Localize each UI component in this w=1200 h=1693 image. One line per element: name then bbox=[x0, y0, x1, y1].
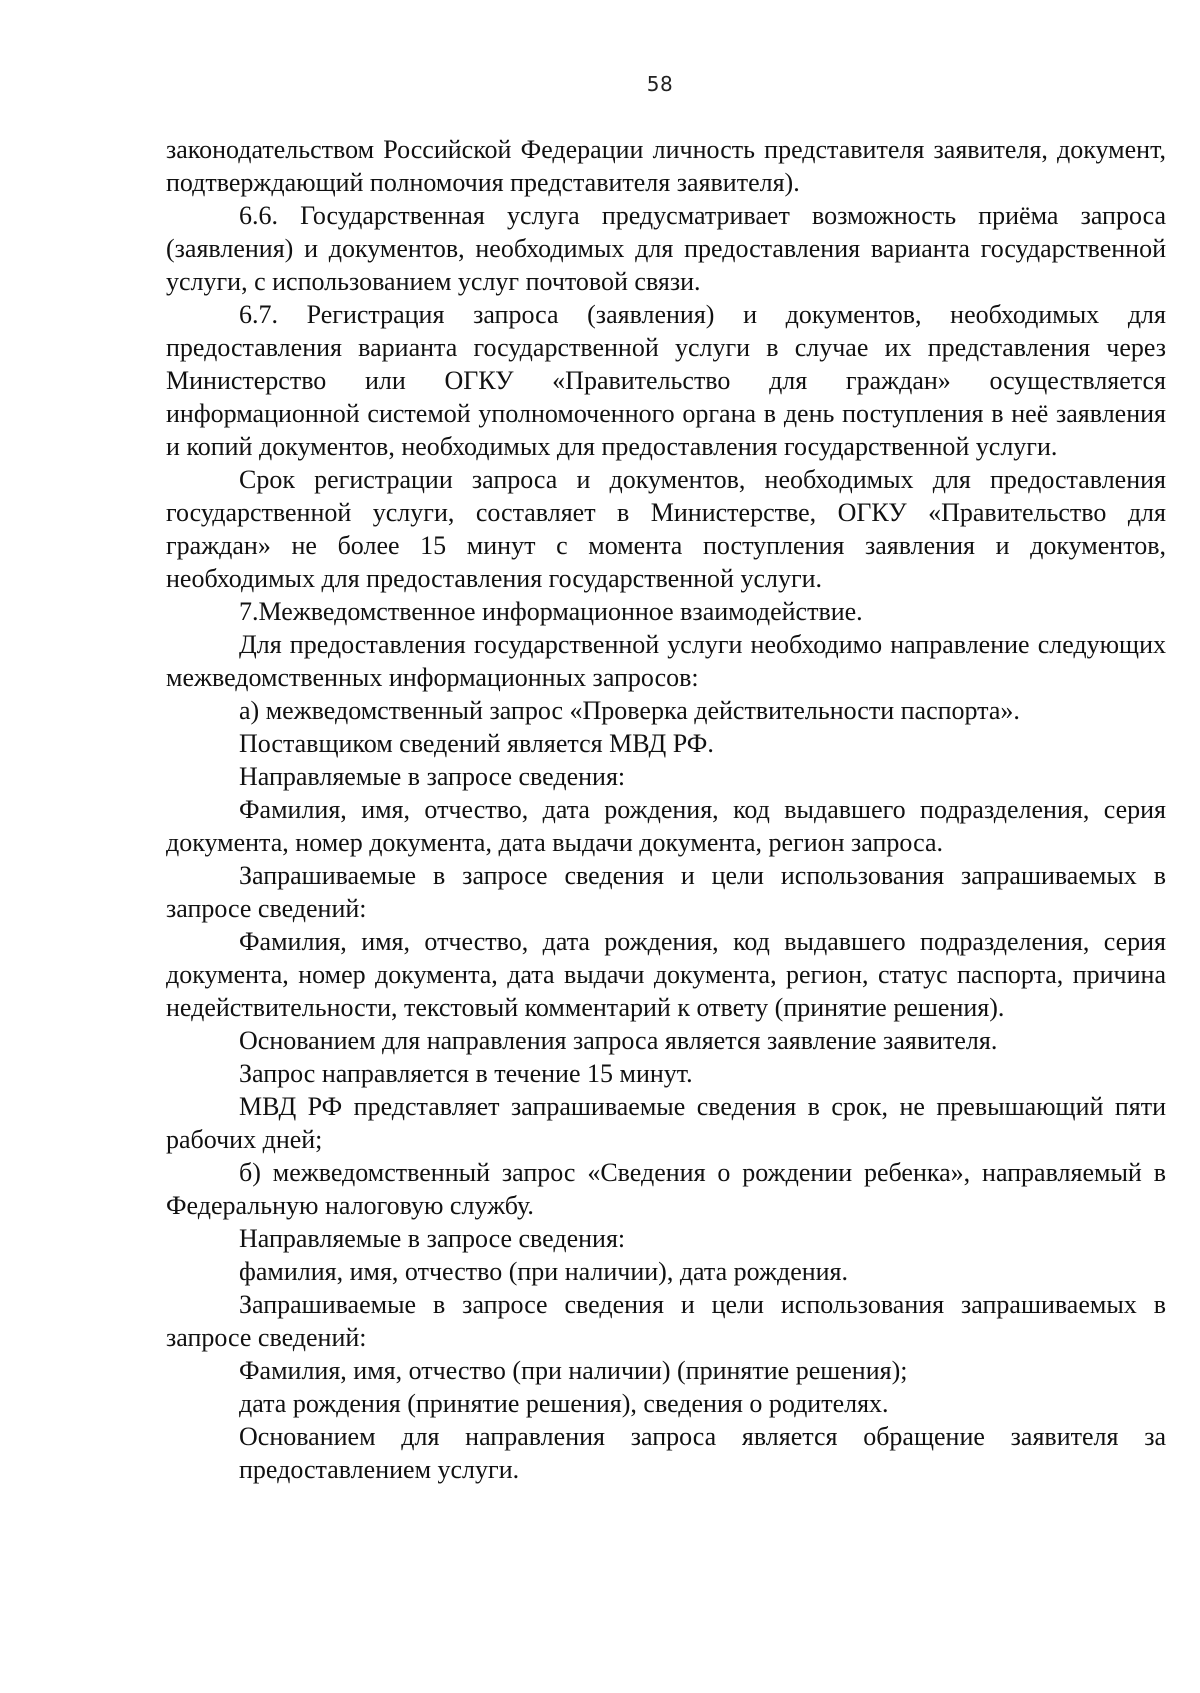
paragraph-registration-term: Срок регистрации запроса и документов, необходимых для предоставления государственной услуги, составляет в Министерстве, ОГКУ «Правительство для граждан» не более 15 минут с момента поступления заявления и документов, необходимых для предоставления государственной услуги. bbox=[166, 465, 1166, 593]
paragraph-sent-data-heading-b: Направляемые в запросе сведения: bbox=[239, 1224, 626, 1253]
list-item-a: а) межведомственный запрос «Проверка действительности паспорта». bbox=[239, 696, 1020, 725]
paragraph-requested-data-heading-b: Запрашиваемые в запросе сведения и цели использования запрашиваемых в запросе сведений: bbox=[166, 1290, 1166, 1352]
paragraph-interagency-requests: Для предоставления государственной услуги необходимо направление следующих межведомственных информационных запросов: bbox=[166, 630, 1166, 692]
paragraph-sent-data: Фамилия, имя, отчество, дата рождения, код выдавшего подразделения, серия документа, номер документа, дата выдачи документа, регион запроса. bbox=[166, 795, 1166, 857]
paragraph-requested-data-b-1: Фамилия, имя, отчество (при наличии) (принятие решения); bbox=[239, 1356, 908, 1385]
paragraph-requested-data: Фамилия, имя, отчество, дата рождения, код выдавшего подразделения, серия документа, номер документа, дата выдачи документа, регион, статус паспорта, причина недействительности, текстовый комментарий к ответу (принятие решения). bbox=[166, 927, 1166, 1022]
paragraph-requested-data-b-2: дата рождения (принятие решения), сведения о родителях. bbox=[239, 1389, 889, 1418]
paragraph-request-time: Запрос направляется в течение 15 минут. bbox=[239, 1059, 693, 1088]
paragraph-requested-data-heading: Запрашиваемые в запросе сведения и цели использования запрашиваемых в запросе сведений: bbox=[166, 861, 1166, 923]
paragraph-provider-mvd: Поставщиком сведений является МВД РФ. bbox=[239, 729, 714, 758]
section-heading-7: 7.Межведомственное информационное взаимодействие. bbox=[239, 597, 863, 626]
paragraph-basis: Основанием для направления запроса является заявление заявителя. bbox=[239, 1026, 998, 1055]
document-body bbox=[166, 133, 1166, 1486]
paragraph-6-7: 6.7. Регистрация запроса (заявления) и документов, необходимых для предоставления варианта государственной услуги в случае их представления через Министерство или ОГКУ «Правительство для граждан» осуществляется информационной системой уполномоченного органа в день поступления в неё заявления и копий документов, необходимых для предоставления государственной услуги. bbox=[166, 300, 1166, 461]
paragraph-representative-identity: законодательством Российской Федерации личность представителя заявителя, документ, подтверждающий полномочия представителя заявителя). bbox=[166, 135, 1166, 197]
paragraph-mvd-response-term: МВД РФ представляет запрашиваемые сведения в срок, не превышающий пяти рабочих дней; bbox=[166, 1092, 1166, 1154]
paragraph-sent-data-heading: Направляемые в запросе сведения: bbox=[239, 762, 626, 791]
paragraph-6-6: 6.6. Государственная услуга предусматривает возможность приёма запроса (заявления) и документов, необходимых для предоставления варианта государственной услуги, с использованием услуг почтовой связи. bbox=[166, 201, 1166, 296]
page-number: 58 bbox=[646, 72, 674, 96]
list-item-b: б) межведомственный запрос «Сведения о рождении ребенка», направляемый в Федеральную налоговую службу. bbox=[166, 1158, 1166, 1220]
paragraph-sent-data-b: фамилия, имя, отчество (при наличии), дата рождения. bbox=[239, 1257, 849, 1286]
paragraph-basis-b: Основанием для направления запроса является обращение заявителя за предоставлением услуги. bbox=[239, 1422, 1166, 1484]
